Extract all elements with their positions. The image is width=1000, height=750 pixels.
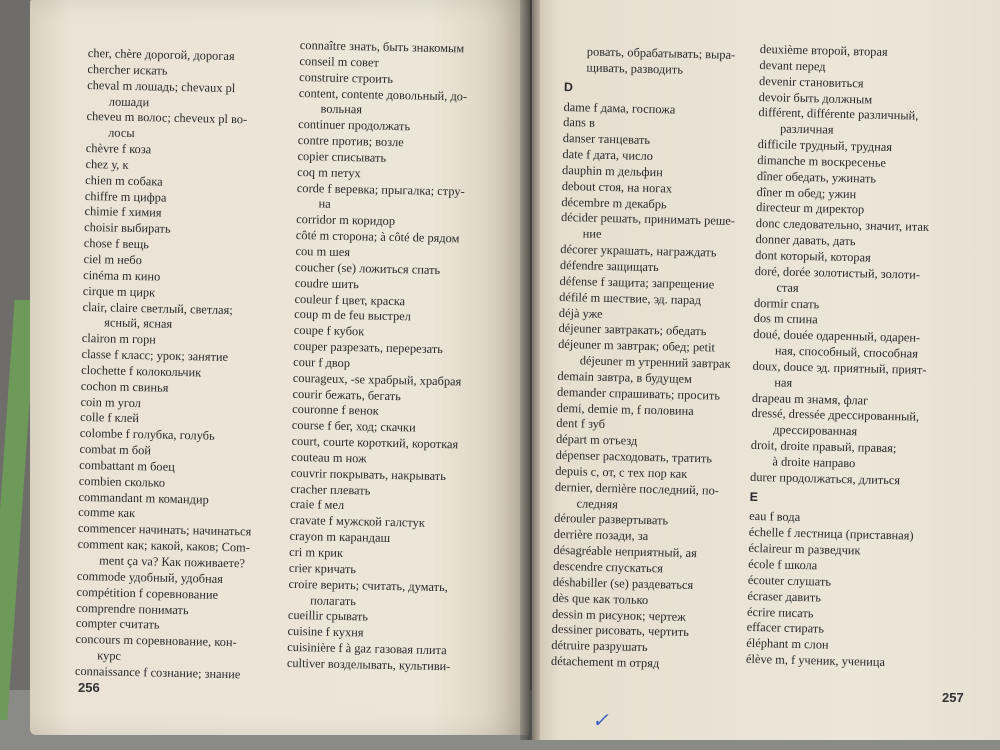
dictionary-entry: continuer продолжать xyxy=(298,117,411,134)
dictionary-entry: couleur f цвет, краска xyxy=(294,291,406,308)
dictionary-entry: classe f класс; урок; занятие xyxy=(81,346,229,365)
dictionary-entry: cinéma m кино xyxy=(83,267,161,284)
dictionary-entry: вольная xyxy=(320,101,363,117)
dictionary-entry: écouter слушать xyxy=(747,572,832,589)
dictionary-entry: différent, différente различный, xyxy=(758,105,919,123)
dictionary-entry: difficile трудный, трудная xyxy=(757,137,893,155)
page-number-right: 257 xyxy=(942,690,964,705)
dictionary-entry: следняя xyxy=(576,496,619,511)
dictionary-entry: demi, demie m, f половина xyxy=(556,400,694,418)
dictionary-entry: chose f вещь xyxy=(83,236,150,252)
dictionary-entry: doux, douce эд. приятный, прият- xyxy=(752,358,927,377)
dictionary-entry: course f бег, ход; скачки xyxy=(291,418,416,435)
dictionary-entry: eau f вода xyxy=(749,509,801,525)
dictionary-entry: dimanche m воскресенье xyxy=(757,152,887,170)
dictionary-entry: comprendre понимать xyxy=(76,600,189,617)
dictionary-entry: déjeuner завтракать; обедать xyxy=(558,321,707,339)
dictionary-entry: côté m сторона; à côté de рядом xyxy=(295,228,460,246)
dictionary-entry: commandant m командир xyxy=(78,489,209,507)
dictionary-entry: compter считать xyxy=(75,616,160,632)
dictionary-entry: лосы xyxy=(108,125,135,141)
dictionary-entry: copier списывать xyxy=(297,148,387,165)
dictionary-entry: dormir спать xyxy=(753,295,820,311)
dictionary-entry: clair, claire светлый, светлая; xyxy=(82,299,233,317)
dictionary-entry: cuisinière f à gaz газовая плита xyxy=(287,639,447,658)
dictionary-entry: décembre m декабрь xyxy=(561,194,667,211)
dictionary-entry: corde f веревка; прыгалка; стру- xyxy=(296,180,465,199)
dictionary-entry: construire строить xyxy=(299,69,394,86)
dictionary-entry: détruire разрушать xyxy=(551,638,648,655)
dictionary-entry: coucher (se) ложиться спать xyxy=(295,259,441,277)
dictionary-entry: cri m крик xyxy=(289,544,344,561)
dictionary-entry: различная xyxy=(779,121,834,137)
dictionary-entry: droit, droite правый, правая; xyxy=(750,437,897,456)
dictionary-entry: dressé, dressée дрессированный, xyxy=(751,406,920,425)
dictionary-entry: couronne f венок xyxy=(292,402,379,419)
dictionary-entry: craie f мел xyxy=(290,497,345,513)
dictionary-entry: content, contente довольный, до- xyxy=(298,85,468,104)
dictionary-entry: dépenser расходовать, тратить xyxy=(555,447,713,466)
dictionary-entry: dès que как только xyxy=(552,590,649,607)
dictionary-entry: comme как xyxy=(78,505,136,521)
left-column-1 xyxy=(75,46,278,684)
dictionary-entry: écrire писать xyxy=(746,604,814,620)
dictionary-entry: dauphin m дельфин xyxy=(561,162,663,180)
right-column-2 xyxy=(746,42,960,672)
dictionary-entry: dont который, которая xyxy=(755,247,871,265)
dictionary-entry: dessiner рисовать, чертить xyxy=(551,622,690,640)
dictionary-entry: cou m шея xyxy=(295,243,351,260)
dictionary-entry: compétition f соревнование xyxy=(76,584,219,602)
dictionary-entry: ровать, обрабатывать; выра- xyxy=(586,44,736,62)
dictionary-entry: couper разрезать, перерезать xyxy=(293,338,444,357)
dictionary-entry: dîner обедать, ужинать xyxy=(756,168,877,186)
dictionary-entry: devant перед xyxy=(759,57,826,74)
dictionary-entry: chimie f химия xyxy=(84,204,162,221)
dictionary-entry: effacer стирать xyxy=(746,620,825,636)
dictionary-entry: écraser давить xyxy=(747,588,822,605)
dictionary-entry: désagréable неприятный, ая xyxy=(553,543,697,561)
dictionary-entry: échelle f лестница (приставная) xyxy=(748,525,914,543)
dictionary-entry: combien сколько xyxy=(78,473,166,490)
dictionary-entry: cher, chère дорогой, дорогая xyxy=(87,46,235,64)
dictionary-entry: éclaireur m разведчик xyxy=(748,541,861,558)
dictionary-entry: courir бежать, бегать xyxy=(292,386,401,403)
dictionary-entry: dîner m обед; ужин xyxy=(756,184,857,201)
dictionary-entry: cueillir срывать xyxy=(287,608,369,624)
dictionary-entry: combattant m боец xyxy=(79,457,176,474)
dictionary-entry: chercher искать xyxy=(87,61,168,78)
dictionary-entry: dernier, dernière последний, по- xyxy=(554,479,720,498)
dictionary-entry: corridor m коридор xyxy=(296,212,396,229)
dictionary-entry: depuis с, от, с тех пор как xyxy=(555,463,688,481)
dictionary-entry: combat m бой xyxy=(79,442,152,458)
dictionary-entry: donner давать, дать xyxy=(755,232,856,249)
dictionary-entry: полагать xyxy=(310,592,357,608)
dictionary-entry: déshabiller (se) раздеваться xyxy=(552,574,694,592)
dictionary-entry: дрессированная xyxy=(773,422,858,439)
dictionary-entry: déjeuner m утренний завтрак xyxy=(579,353,731,371)
dictionary-entry: crier кричать xyxy=(288,560,357,577)
dictionary-entry: conseil m совет xyxy=(299,53,379,70)
dictionary-entry: défilé m шествие, эд. парад xyxy=(559,289,702,307)
dictionary-entry: date f дата, число xyxy=(562,147,654,164)
dictionary-entry: chèvre f коза xyxy=(85,141,152,157)
dictionary-entry: départ m отъезд xyxy=(555,432,638,448)
dictionary-entry: cochon m свинья xyxy=(80,378,169,395)
dictionary-entry: crayon m карандаш xyxy=(289,529,391,546)
dictionary-entry: connaissance f сознание; знание xyxy=(74,663,241,682)
dictionary-entry: chiffre m цифра xyxy=(84,188,167,205)
dictionary-entry: cultiver возделывать, культиви- xyxy=(286,655,451,674)
dictionary-entry: clochette f колокольчик xyxy=(81,362,202,380)
dictionary-entry: clairon m горн xyxy=(81,331,157,347)
dictionary-entry: cuisine f кухня xyxy=(287,624,364,640)
dictionary-entry: descendre спускаться xyxy=(552,558,664,576)
dictionary-entry: courageux, -se храбрый, храбрая xyxy=(292,370,462,389)
dictionary-entry: dessin m рисунок; чертеж xyxy=(551,606,687,624)
dictionary-entry: commode удобный, удобная xyxy=(76,568,224,586)
dictionary-entry: dérouler развертывать xyxy=(554,511,669,528)
dictionary-entry: dent f зуб xyxy=(556,416,606,432)
book-gutter xyxy=(520,0,540,740)
dictionary-entry: doré, dorée золотистый, золоти- xyxy=(754,263,921,282)
page-number-left: 256 xyxy=(78,680,100,695)
section-letter-d: D xyxy=(563,79,574,94)
dictionary-entry: dame f дама, госпожа xyxy=(563,99,676,117)
dictionary-entry: cravate f мужской галстук xyxy=(289,513,425,531)
dictionary-entry: derrière позади, за xyxy=(553,527,649,544)
dictionary-entry: école f школа xyxy=(747,556,818,573)
pen-check-mark: ✓ xyxy=(592,710,609,732)
dictionary-entry: décider решать, принимать реше- xyxy=(560,210,736,229)
dictionary-entry: coup m de feu выстрел xyxy=(294,307,412,324)
dictionary-entry: devenir становиться xyxy=(758,73,864,91)
dictionary-entry: éléphant m слон xyxy=(746,636,829,652)
dictionary-entry: chien m собака xyxy=(85,172,163,189)
dictionary-entry: concours m соревнование, кон- xyxy=(75,632,237,650)
right-column-1 xyxy=(551,44,755,674)
dictionary-entry: cirque m цирк xyxy=(82,283,156,300)
dictionary-entry: choisir выбирать xyxy=(84,220,171,237)
dictionary-entry: colombe f голубка, голубь xyxy=(79,426,215,443)
dictionary-entry: ment ça va? Как поживаете? xyxy=(99,553,246,571)
dictionary-entry: connaître знать, быть знакомым xyxy=(299,38,465,56)
dictionary-entry: élève m, f ученик, ученица xyxy=(745,651,886,670)
dictionary-entry: coupe f кубок xyxy=(293,323,365,339)
dictionary-entry: colle f клей xyxy=(80,410,140,426)
dictionary-entry: debout стоя, на ногах xyxy=(561,178,673,196)
dictionary-entry: chez у, к xyxy=(85,156,129,172)
dictionary-entry: déjà уже xyxy=(558,305,603,321)
dictionary-entry: ная, способный, способная xyxy=(774,343,919,361)
dictionary-entry: стая xyxy=(776,280,799,295)
dictionary-entry: défendre защищать xyxy=(559,257,659,275)
dictionary-entry: coin m угол xyxy=(80,394,142,410)
dictionary-entry: cheveu m волос; cheveux pl во- xyxy=(86,109,248,127)
dictionary-entry: décorer украшать, награждать xyxy=(560,242,717,260)
dictionary-entry: на xyxy=(318,196,331,212)
dictionary-entry: лошади xyxy=(108,93,150,109)
dictionary-entry: курс xyxy=(97,648,122,663)
dictionary-entry: défense f защита; запрещение xyxy=(559,273,715,292)
dictionary-entry: doué, douée одаренный, одарен- xyxy=(753,327,921,345)
dictionary-entry: directeur m директор xyxy=(756,200,865,217)
dictionary-entry: couvrir покрывать, накрывать xyxy=(290,465,446,483)
dictionary-entry: ясный, ясная xyxy=(104,315,173,332)
dictionary-entry: щивать, разводить xyxy=(586,60,684,77)
dictionary-entry: croire верить; считать, думать, xyxy=(288,576,448,594)
dictionary-entry: commencer начинать; начинаться xyxy=(77,521,252,539)
dictionary-entry: dans в xyxy=(563,115,596,131)
dictionary-entry: deuxième второй, вторая xyxy=(759,42,888,59)
dictionary-entry: dos m спина xyxy=(753,311,818,327)
dictionary-entry: ная xyxy=(774,375,793,390)
dictionary-entry: cheval m лошадь; chevaux pl xyxy=(87,77,236,95)
dictionary-entry: ciel m небо xyxy=(83,251,143,268)
dictionary-entry: comment как; какой, каков; Com- xyxy=(77,537,251,555)
left-column-2 xyxy=(287,38,498,676)
section-letter-e: E xyxy=(749,489,759,504)
dictionary-entry: court, courte короткий, короткая xyxy=(291,434,459,452)
dictionary-entry: demander спрашивать; просить xyxy=(556,384,721,403)
dictionary-entry: cour f двор xyxy=(293,354,351,370)
dictionary-entry: détachement m отряд xyxy=(550,653,660,671)
dictionary-entry: devoir быть должным xyxy=(758,89,873,107)
dictionary-entry: drapeau m знамя, флаг xyxy=(751,390,869,408)
dictionary-entry: coudre шить xyxy=(294,275,360,291)
dictionary-entry: couteau m нож xyxy=(291,449,367,466)
dictionary-entry: à droite направо xyxy=(772,454,856,471)
dictionary-entry: ние xyxy=(582,226,602,242)
dictionary-entry: donc следовательно, значит, итак xyxy=(755,216,930,235)
dictionary-entry: déjeuner m завтрак; обед; petit xyxy=(558,337,716,355)
dictionary-entry: coq m петух xyxy=(297,164,361,181)
dictionary-entry: cracher плевать xyxy=(290,481,371,498)
dictionary-entry: durer продолжаться, длиться xyxy=(749,469,901,488)
dictionary-entry: danser танцевать xyxy=(562,131,651,148)
dictionary-entry: contre против; возле xyxy=(297,133,404,150)
dictionary-entry: demain завтра, в будущем xyxy=(557,368,693,386)
